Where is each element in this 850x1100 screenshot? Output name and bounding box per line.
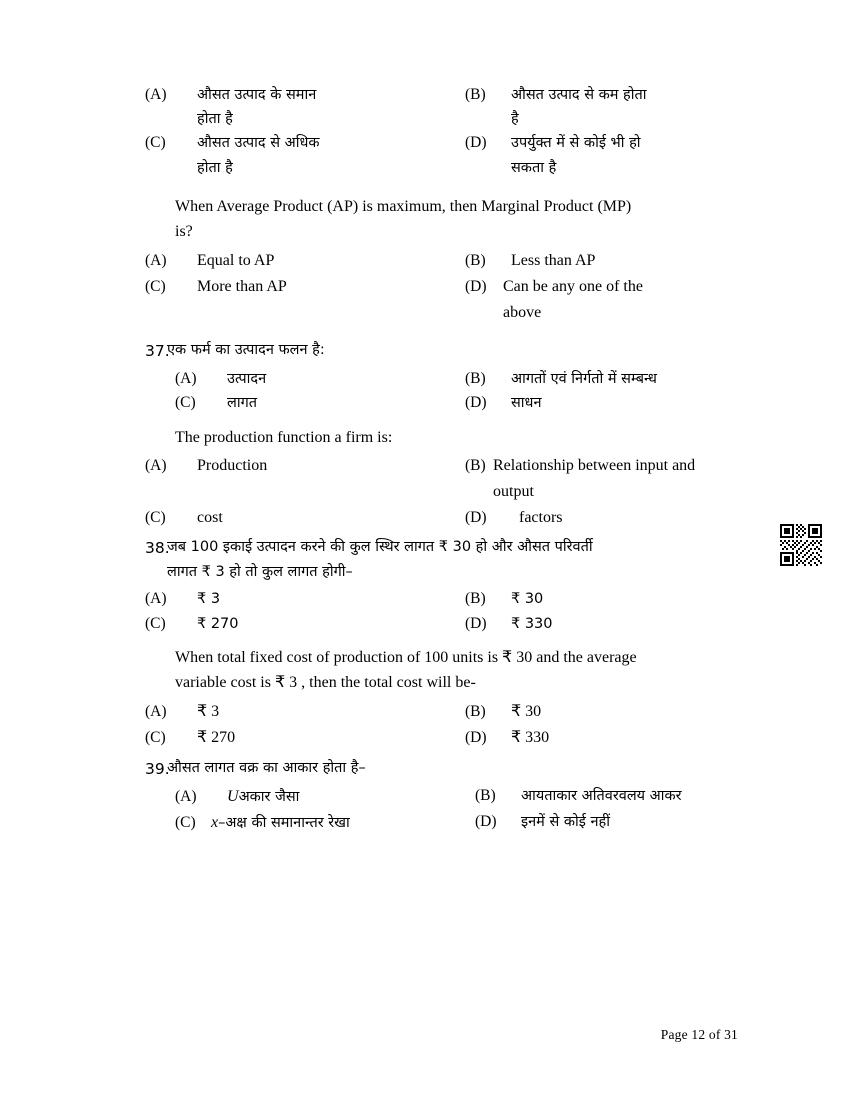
option-label: (B) xyxy=(465,457,486,475)
option-label: (B) xyxy=(465,370,486,388)
option-a xyxy=(145,588,465,611)
option-label: (A) xyxy=(175,370,197,388)
option-label: (D) xyxy=(465,728,487,746)
option-text: औसत उत्पाद के समान xyxy=(197,87,317,103)
page-content xyxy=(145,84,735,842)
option-row xyxy=(145,613,735,636)
option-label: (D) xyxy=(465,134,487,152)
option-text: Equal to AP xyxy=(197,251,275,269)
question-37-stem-english: The production function a firm is: xyxy=(175,428,393,446)
question-stem-line2: is? xyxy=(175,223,193,241)
option-d xyxy=(465,726,735,751)
option-label: (A) xyxy=(145,457,167,475)
option-text-continued: होता है xyxy=(197,111,233,128)
option-text: अकार जैसा xyxy=(238,789,300,806)
option-text: ₹ 330 xyxy=(511,615,553,632)
option-text-continued: है xyxy=(511,111,519,128)
option-label: (D) xyxy=(475,813,497,831)
option-text: ₹ 270 xyxy=(197,728,236,746)
option-label: (C) xyxy=(175,394,196,412)
option-label: (D) xyxy=(465,394,487,412)
option-label: (C) xyxy=(145,134,166,152)
option-label: (B) xyxy=(465,590,486,608)
option-a xyxy=(145,454,465,479)
option-text: ₹ 3 xyxy=(197,591,221,608)
option-row xyxy=(145,506,735,531)
question-37-stem-hindi xyxy=(145,339,735,364)
option-row xyxy=(145,249,735,274)
option-b xyxy=(465,84,735,107)
option-text: More than AP xyxy=(197,277,287,295)
option-a xyxy=(145,84,465,107)
option-text: आयताकार अतिवरवलय आकर xyxy=(521,788,682,805)
option-label: (C) xyxy=(145,508,166,526)
option-d xyxy=(465,132,735,155)
question-38-stem-english-line2: variable cost is ₹ 3 , then the total cost will be- xyxy=(175,674,476,692)
option-text: ₹ 330 xyxy=(511,728,550,746)
option-c xyxy=(145,392,465,415)
option-row-continuation xyxy=(145,301,735,326)
option-c xyxy=(145,132,465,155)
option-text: औसत उत्पाद से कम होता xyxy=(511,87,647,103)
option-row xyxy=(145,785,735,810)
option-text: ₹ 270 xyxy=(197,615,239,632)
question-39 xyxy=(145,757,735,836)
option-text: ₹ 30 xyxy=(511,703,542,721)
option-row xyxy=(145,84,735,107)
option-text: ₹ 3 xyxy=(197,703,220,721)
option-text: factors xyxy=(519,508,563,526)
option-d xyxy=(465,392,735,415)
option-text: Relationship between input and xyxy=(493,457,696,475)
option-d-continuation xyxy=(465,157,735,180)
option-a-continuation xyxy=(145,108,465,131)
option-label: (A) xyxy=(175,788,197,806)
option-a xyxy=(145,785,475,810)
option-label: (C) xyxy=(145,728,166,746)
option-text-continued: above xyxy=(503,303,542,321)
option-label: (A) xyxy=(145,251,167,269)
option-text: Can be any one of the xyxy=(503,277,643,295)
option-text: औसत उत्पाद से अधिक xyxy=(197,135,320,152)
option-d xyxy=(465,506,735,531)
option-text-continued: होता है xyxy=(197,159,233,176)
option-label: (A) xyxy=(145,703,167,721)
question-37 xyxy=(145,339,735,530)
question-38 xyxy=(145,536,735,750)
option-text: Less than AP xyxy=(511,251,596,269)
option-row xyxy=(145,700,735,725)
option-label: (D) xyxy=(465,508,487,526)
option-c-continuation xyxy=(145,157,465,180)
option-label: (C) xyxy=(145,277,166,295)
option-symbol: U xyxy=(227,788,239,806)
option-a xyxy=(145,368,465,391)
option-text: उपर्युक्त में से कोई भी हो xyxy=(511,135,641,152)
question-number: 37. xyxy=(145,342,170,361)
question-stem-line2: लागत ₹ 3 हो तो कुल लागत होगी– xyxy=(167,564,353,581)
option-d xyxy=(465,275,735,300)
question-stem-line1: जब 100 इकाई उत्पादन करने की कुल स्थिर लागत ₹ 30 हो और औसत परिवर्ती xyxy=(167,539,593,556)
option-b xyxy=(465,588,735,611)
question-39-stem-hindi xyxy=(145,757,735,782)
option-c xyxy=(145,811,475,836)
option-d-continuation xyxy=(465,301,735,326)
option-b xyxy=(465,454,735,479)
question-number: 38. xyxy=(145,539,170,558)
option-row-continuation xyxy=(145,480,735,505)
option-b-continuation xyxy=(465,108,735,131)
option-b xyxy=(465,368,735,391)
question-stem-text: एक फर्म का उत्पादन फलन है: xyxy=(167,342,325,359)
option-b xyxy=(465,700,735,725)
option-row xyxy=(145,132,735,155)
option-text-continued: output xyxy=(493,482,534,500)
option-row xyxy=(145,275,735,300)
question-36-english xyxy=(145,194,735,326)
option-row xyxy=(145,726,735,751)
option-label: (A) xyxy=(145,590,167,608)
question-stem-line1: When Average Product (AP) is maximum, then Marginal Product (MP) xyxy=(175,197,632,215)
option-a xyxy=(145,249,465,274)
option-d xyxy=(475,811,735,836)
option-label: (B) xyxy=(465,86,486,103)
option-text: लागत xyxy=(227,395,258,412)
option-label: (D) xyxy=(465,614,487,632)
option-text: ₹ 30 xyxy=(511,591,544,608)
option-row xyxy=(145,588,735,611)
option-text: –अक्ष की समानान्तर रेखा xyxy=(218,815,350,832)
option-row xyxy=(145,392,735,415)
option-c xyxy=(145,275,465,300)
option-text: cost xyxy=(197,508,223,526)
option-label: (C) xyxy=(145,614,166,632)
option-text: Production xyxy=(197,457,268,475)
option-b xyxy=(475,785,735,810)
option-text: साधन xyxy=(511,395,542,412)
question-stem-text: औसत लागत वक्र का आकार होता है– xyxy=(167,759,366,776)
option-c xyxy=(145,726,465,751)
option-row xyxy=(145,811,735,836)
option-text: इनमें से कोई नहीं xyxy=(521,814,610,831)
option-c xyxy=(145,506,465,531)
option-b xyxy=(465,249,735,274)
option-row xyxy=(145,454,735,479)
question-number: 39. xyxy=(145,759,170,778)
question-38-stem-english-line1: When total fixed cost of production of 100 units is ₹ 30 and the average xyxy=(175,648,637,666)
option-c xyxy=(145,613,465,636)
page-footer: Page 12 of 31 xyxy=(660,1027,738,1042)
qr-code-icon xyxy=(780,524,822,566)
option-row-continuation xyxy=(145,108,735,131)
option-label: (B) xyxy=(475,787,496,805)
option-label: (B) xyxy=(465,703,486,721)
option-d xyxy=(465,613,735,636)
option-a xyxy=(145,700,465,725)
option-symbol: x xyxy=(211,814,219,832)
option-label: (C) xyxy=(175,814,196,832)
question-38-stem-hindi-line2 xyxy=(145,561,735,584)
question-36-hindi-options xyxy=(145,84,735,180)
option-row-continuation xyxy=(145,157,735,180)
question-38-stem-hindi xyxy=(145,536,735,561)
option-label: (D) xyxy=(465,277,487,295)
option-row xyxy=(145,368,735,391)
option-text-continued: सकता है xyxy=(511,159,557,176)
option-text: आगतों एवं निर्गतो में सम्बन्ध xyxy=(511,371,657,388)
option-b-continuation xyxy=(465,480,735,505)
option-text: उत्पादन xyxy=(227,371,267,388)
option-label: (B) xyxy=(465,251,486,269)
option-label: (A) xyxy=(145,86,167,103)
